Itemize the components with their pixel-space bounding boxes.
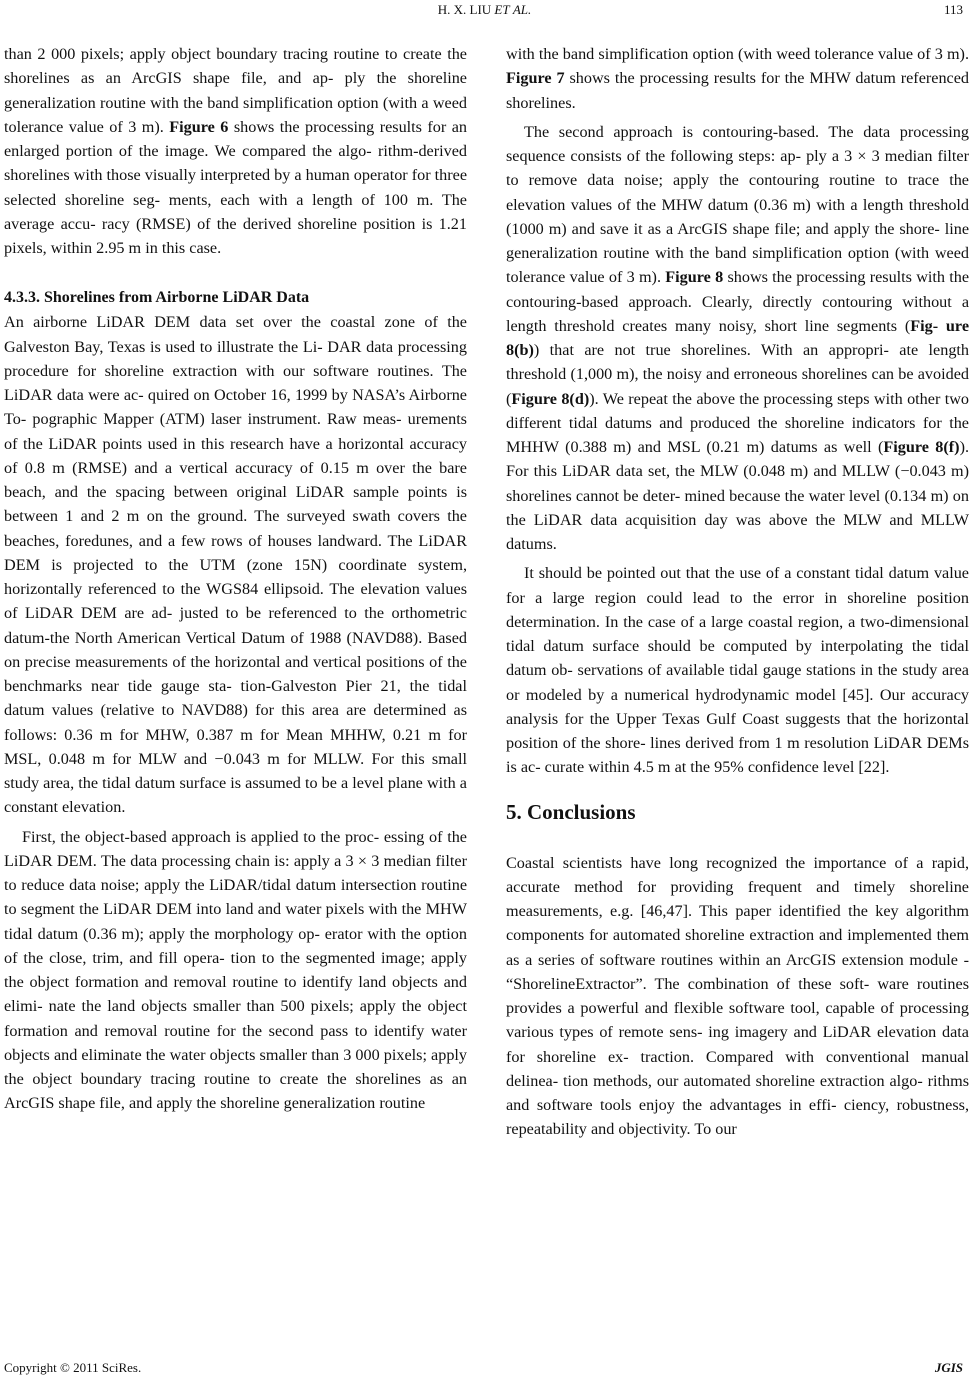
paragraph-text: with the band simplification option (with weed tolerance value of 3 m). [506, 45, 969, 63]
figure-ref: Figure 8 [665, 268, 724, 287]
paragraph-right-3: It should be pointed out that the use of a constant tidal datum value for a large region could lead to the error in shoreline position determination. In the case of a large coastal region, a two-dimensional tidal datum surface should be computed by interpolating the tidal datum ob- servations of available tidal gauge stations in the study area or modeled by a numerical hydrodynamic model [45]. Our accuracy analysis for the Upper Texas Gulf Coast suggests that the horizontal position of the shore- lines derived from 1 m resolution LiDAR DEMs is ac- curate within 4.5 m at the 95% confidence level [22]. [506, 564, 969, 777]
paragraph-right-4: Coastal scientists have long recognized the importance of a rapid, accurate method for providing frequent and timely shoreline measurements, e.g. [46,47]. This paper identified the key algorithm components for automated shoreline extraction and implemented them as a series of software routines within an ArcGIS extension module - “ShorelineExtractor”. The combination of these soft- ware routines provides a powerful and flexible software tool, capable of processing various types of remote sens- ing imagery and LiDAR elevation data for shoreline ex- traction. Compared with conventional manual delinea- tion methods, our automated shoreline extraction algo- rithms and software tools enjoy the advantages in effi- ciency, robustness, repeatability and objectivity. To our [506, 853, 969, 1139]
subsection-title: 4.3.3. Shorelines from Airborne LiDAR Data [4, 289, 310, 307]
section-title: 5. Conclusions [506, 799, 636, 824]
journal-name: JGIS [934, 1360, 963, 1375]
figure-ref: Figure 6 [169, 117, 229, 136]
page-footer [0, 1360, 969, 1380]
paragraph-text: than 2 000 pixels; apply object boundary tracing routine to create the shorelines as an ArcGIS shape file, and ap- ply the shoreline generalization routine with the band simplification option (with a weed tolerance value of 3 m). [4, 45, 467, 136]
paragraph-text: shows the processing results with the contouring-based approach. Clearly, directly contouring without a length threshold creates many noisy, short line segments ( [506, 268, 969, 335]
paragraph-left-1 [4, 42, 467, 260]
authors-al: AL. [512, 2, 532, 17]
paragraph-right-1 [506, 42, 969, 115]
copyright-notice: Copyright © 2011 SciRes. [4, 1360, 142, 1375]
figure-ref: Figure 8(f) [883, 438, 960, 456]
running-header-authors [0, 2, 969, 18]
paragraph-text: The second approach is contouring-based. The data processing sequence consists of the following steps: ap- ply a 3 × 3 median filter to remove data noise; apply the contouring routine to trace the elevation values of the MHW datum (0.36 m) with a length threshold (1000 m) and save it as a ArcGIS shape file; and apply the shore- line generalization routine with the band simplification option (with weed tolerance value of 3 m). [506, 122, 969, 287]
page-number: 113 [943, 2, 963, 17]
paragraph-right-2 [506, 120, 969, 557]
paragraph-left-2: An airborne LiDAR DEM data set over the coastal zone of the Galveston Bay, Texas is used to illustrate the Li- DAR data processing procedure for shoreline extraction with our software routines. The LiDAR data were ac- quired on October 16, 1999 by NASA’s Airborne To- pographic Mapper (ATM) laser instrument. Raw meas- urements of the LiDAR points used in this research have a horizontal accuracy of 0.8 m (RMSE) and a vertical accuracy of 0.15 m over the bare beach, and the spacing between original LiDAR sample points is between 1 and 2 m on the ground. The surveyed swath covers the beaches, foredunes, and a few rows of houses landward. The LiDAR DEM is projected to the UTM (zone 15N) coordinate system, horizontally referenced to the WGS84 ellipsoid. The elevation values of LiDAR DEM are ad- justed to be referenced to the orthometric datum-the North American Vertical Datum of 1988 (NAVD88). Based on precise measurements of the horizontal and vertical positions of the benchmarks near tide gauge sta- tion-Galveston Pier 21, the tidal datum values (relative to NAVD88) for this area are determined as follows: 0.36 m for MHW, 0.387 m for Mean MHHW, 0.21 m for MSL, 0.048 m for MLW and −0.043 m for MLLW. For this small study area, the tidal datum surface is assumed to be a level plane with a constant elevation. [4, 313, 467, 817]
paragraph-text: ). We repeat the above the processing steps with other two different tidal datums and produced the shoreline indicators for the MHHW (0.388 m) and MSL (0.21 m) datums as well ( [506, 389, 969, 456]
paragraph-text: shows the processing results for an enlarged portion of the image. We compared the algo- rithm-derived shorelines with those visually interpreted by a human operator for three selected shoreline seg- ments, each with a length of 100 m. The average accu- racy (RMSE) of the derived shoreline position is 1.21 pixels, within 2.95 m in this case. [4, 117, 468, 257]
running-header [0, 2, 969, 24]
right-column [506, 42, 969, 1142]
paragraph-left-3: First, the object-based approach is applied to the proc- essing of the LiDAR DEM. The data processing chain is: apply a 3 × 3 median filter to reduce data noise; apply the LiDAR/tidal datum intersection routine to segment the LiDAR DEM into land and water pixels with the MHW tidal datum (0.36 m); apply the morphology op- erator with the option of the close, trim, and fill opera- tion to the segmented image; apply the object formation and removal routine to identify land objects and elimi- nate the land objects smaller than 500 pixels; apply the object formation and removal routine for the second pass to identify water objects and eliminate the water objects smaller than 3 000 pixels; apply the object boundary tracing routine to create the shorelines as an ArcGIS shape file, and apply the shoreline generalization routine [4, 827, 467, 1113]
paragraph-text: shows the processing results for the MHW datum referenced shorelines. [506, 69, 969, 112]
figure-ref: Fig- ure 8(b) [506, 316, 969, 359]
paragraph-text: ). For this LiDAR data set, the MLW (0.048 m) and MLLW (−0.043 m) shorelines cannot be deter- mined because the water level (0.134 m) on the LiDAR data acquisition day was above the MLW and MLLW datums. [506, 438, 969, 553]
figure-ref: Figure 7 [506, 69, 565, 88]
authors-et: ET [494, 2, 510, 17]
authors-name: H. X. LIU [437, 2, 492, 17]
left-column [4, 42, 467, 1116]
paragraph-text: ) that are not true shorelines. With an appropri- ate length threshold (1,000 m), the noisy and erroneous shorelines can be avoided ( [506, 341, 969, 408]
figure-ref: Figure 8(d) [511, 389, 590, 408]
